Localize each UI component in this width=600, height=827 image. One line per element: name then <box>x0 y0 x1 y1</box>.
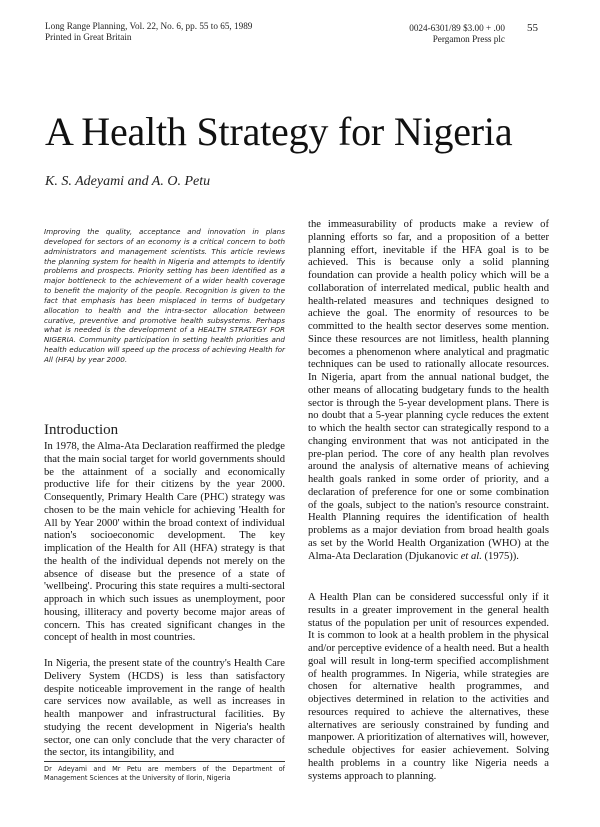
citation-et-al: et al. <box>460 550 482 562</box>
article-authors: K. S. Adeyami and A. O. Petu <box>45 174 211 189</box>
journal-citation: Long Range Planning, Vol. 22, No. 6, pp. 55 to 65, 1989 <box>45 21 253 31</box>
running-header-left <box>45 21 252 42</box>
paragraph-right-2: A Health Plan can be considered successful only if it results in a greater improvement in the general health status of the population per unit of resources expended. It is common to look at a health problem in the physical and/or perceptive evidence of a health need. But a health goal will result in long-term specified accomplishment of health programmes. In Nigeria, while strategies are chosen for alternative health programmes, and objectives determined in relation to the activities and resources required to achieve the alternatives, these alternatives are seriously constrained by funding and manpower. A prioritization of alternatives will, however, schedule objectives for easier achievement. Solving health problems in a country like Nigeria needs a systems approach to planning. <box>308 592 549 782</box>
citation-year: (1975)). <box>481 550 519 562</box>
printed-in: Printed in Great Britain <box>45 31 132 42</box>
paragraph-left-1: In 1978, the Alma-Ata Declaration reaffirmed the pledge that the main social target for world governments should be the attainment of a socially and economically productive life for their citizens by the year 2000. Consequently, Primary Health Care (PHC) strategy was chosen to be the main vehicle for achieving 'Health for All by Year 2000' within the broad context of individual nation's socioeconomic development. The key implication of the Health for All (HFA) strategy is that the health of the individual depends not merely on the absence of disease but the presence of a state of 'wellbeing'. Procuring this state requires a multi-sectoral approach in which such issues as unemployment, poor housing, illiteracy and poverty become major areas of concern. This has created significant changes in the concept of health in most countries. <box>44 441 286 644</box>
page-number: 55 <box>527 22 538 34</box>
section-heading-introduction: Introduction <box>44 422 119 438</box>
publisher: Pergamon Press plc <box>432 33 505 44</box>
article-title: A Health Strategy for Nigeria <box>45 109 513 154</box>
footnote-rule <box>44 761 285 762</box>
abstract: Improving the quality, acceptance and innovation in plans developed for sectors of an economy is a critical concern to both administrators and management scientists. This article reviews the planning system for health in Nigeria and attempts to identify problems and prospects. Priority setting has been identified as a major bottleneck to the achievement of a wider health coverage to benefit the majority of the people. Recognition is given to the fact that emphasis has been misplaced in terms of budgetary allocation to health and the intra-sector allocation between curative, preventive and promotive health subsystems. Perhaps what is needed is the development of a HEALTH STRATEGY FOR NIGERIA. Community participation in setting health priorities and health education will speed up the process of achieving Health for All (HFA) by year 2000. <box>44 227 285 364</box>
issn-price: 0024-6301/89 $3.00 + .00 <box>409 23 505 33</box>
author-affiliation-footnote: Dr Adeyami and Mr Petu are members of the Department of Management Sciences at the University of Ilorin, Nigeria <box>44 765 285 782</box>
running-header-right <box>400 23 505 44</box>
paragraph-right-1 <box>308 219 549 563</box>
paragraph-left-2: In Nigeria, the present state of the country's Health Care Delivery System (HCDS) is less than satisfactory despite noticeable improvement in the range of health care services now available, as well as increases in health manpower and infrastructural facilities. By studying the recent development in Nigeria's health sector, one can only conclude that the very character of the sector, its intangibility, and <box>44 658 285 759</box>
paragraph-right-1-text: the immeasurability of products make a review of planning efforts so far, and a proposition of a better planning effort, inevitable if the HFA goal is to be achieved. This is because only a solid planning foundation can provide a health policy which will be a collaboration of interrelated medical, public health and health-related measures and techniques designed to achieve the goal. The enormity of resources to be committed to the health sector deserves some mention. Since these resources are not limitless, health planning becomes a phenomenon where analytical and pragmatic techniques can be used to rationally allocate resources. In Nigeria, apart from the annual national budget, the other means of allocating budgetary funds to the health sector is through the 5-year development plans. There is no doubt that a 5-year planning cycle reduces the extent to which the health sector can strategically respond to a changing environment that was not anticipated in the pre-plan period. The core of any health plan revolves around the analysis of alternative means of achieving health goals ranked in some order of priority, and a declaration of preference for one or some combination of the goals, subject to the nation's resource constraint. Health Planning requires the identification of health problems as a major deviation from broad health goals as set by the World Health Organization (WHO) at the Alma-Ata Declaration (Djukanovic <box>308 219 549 562</box>
